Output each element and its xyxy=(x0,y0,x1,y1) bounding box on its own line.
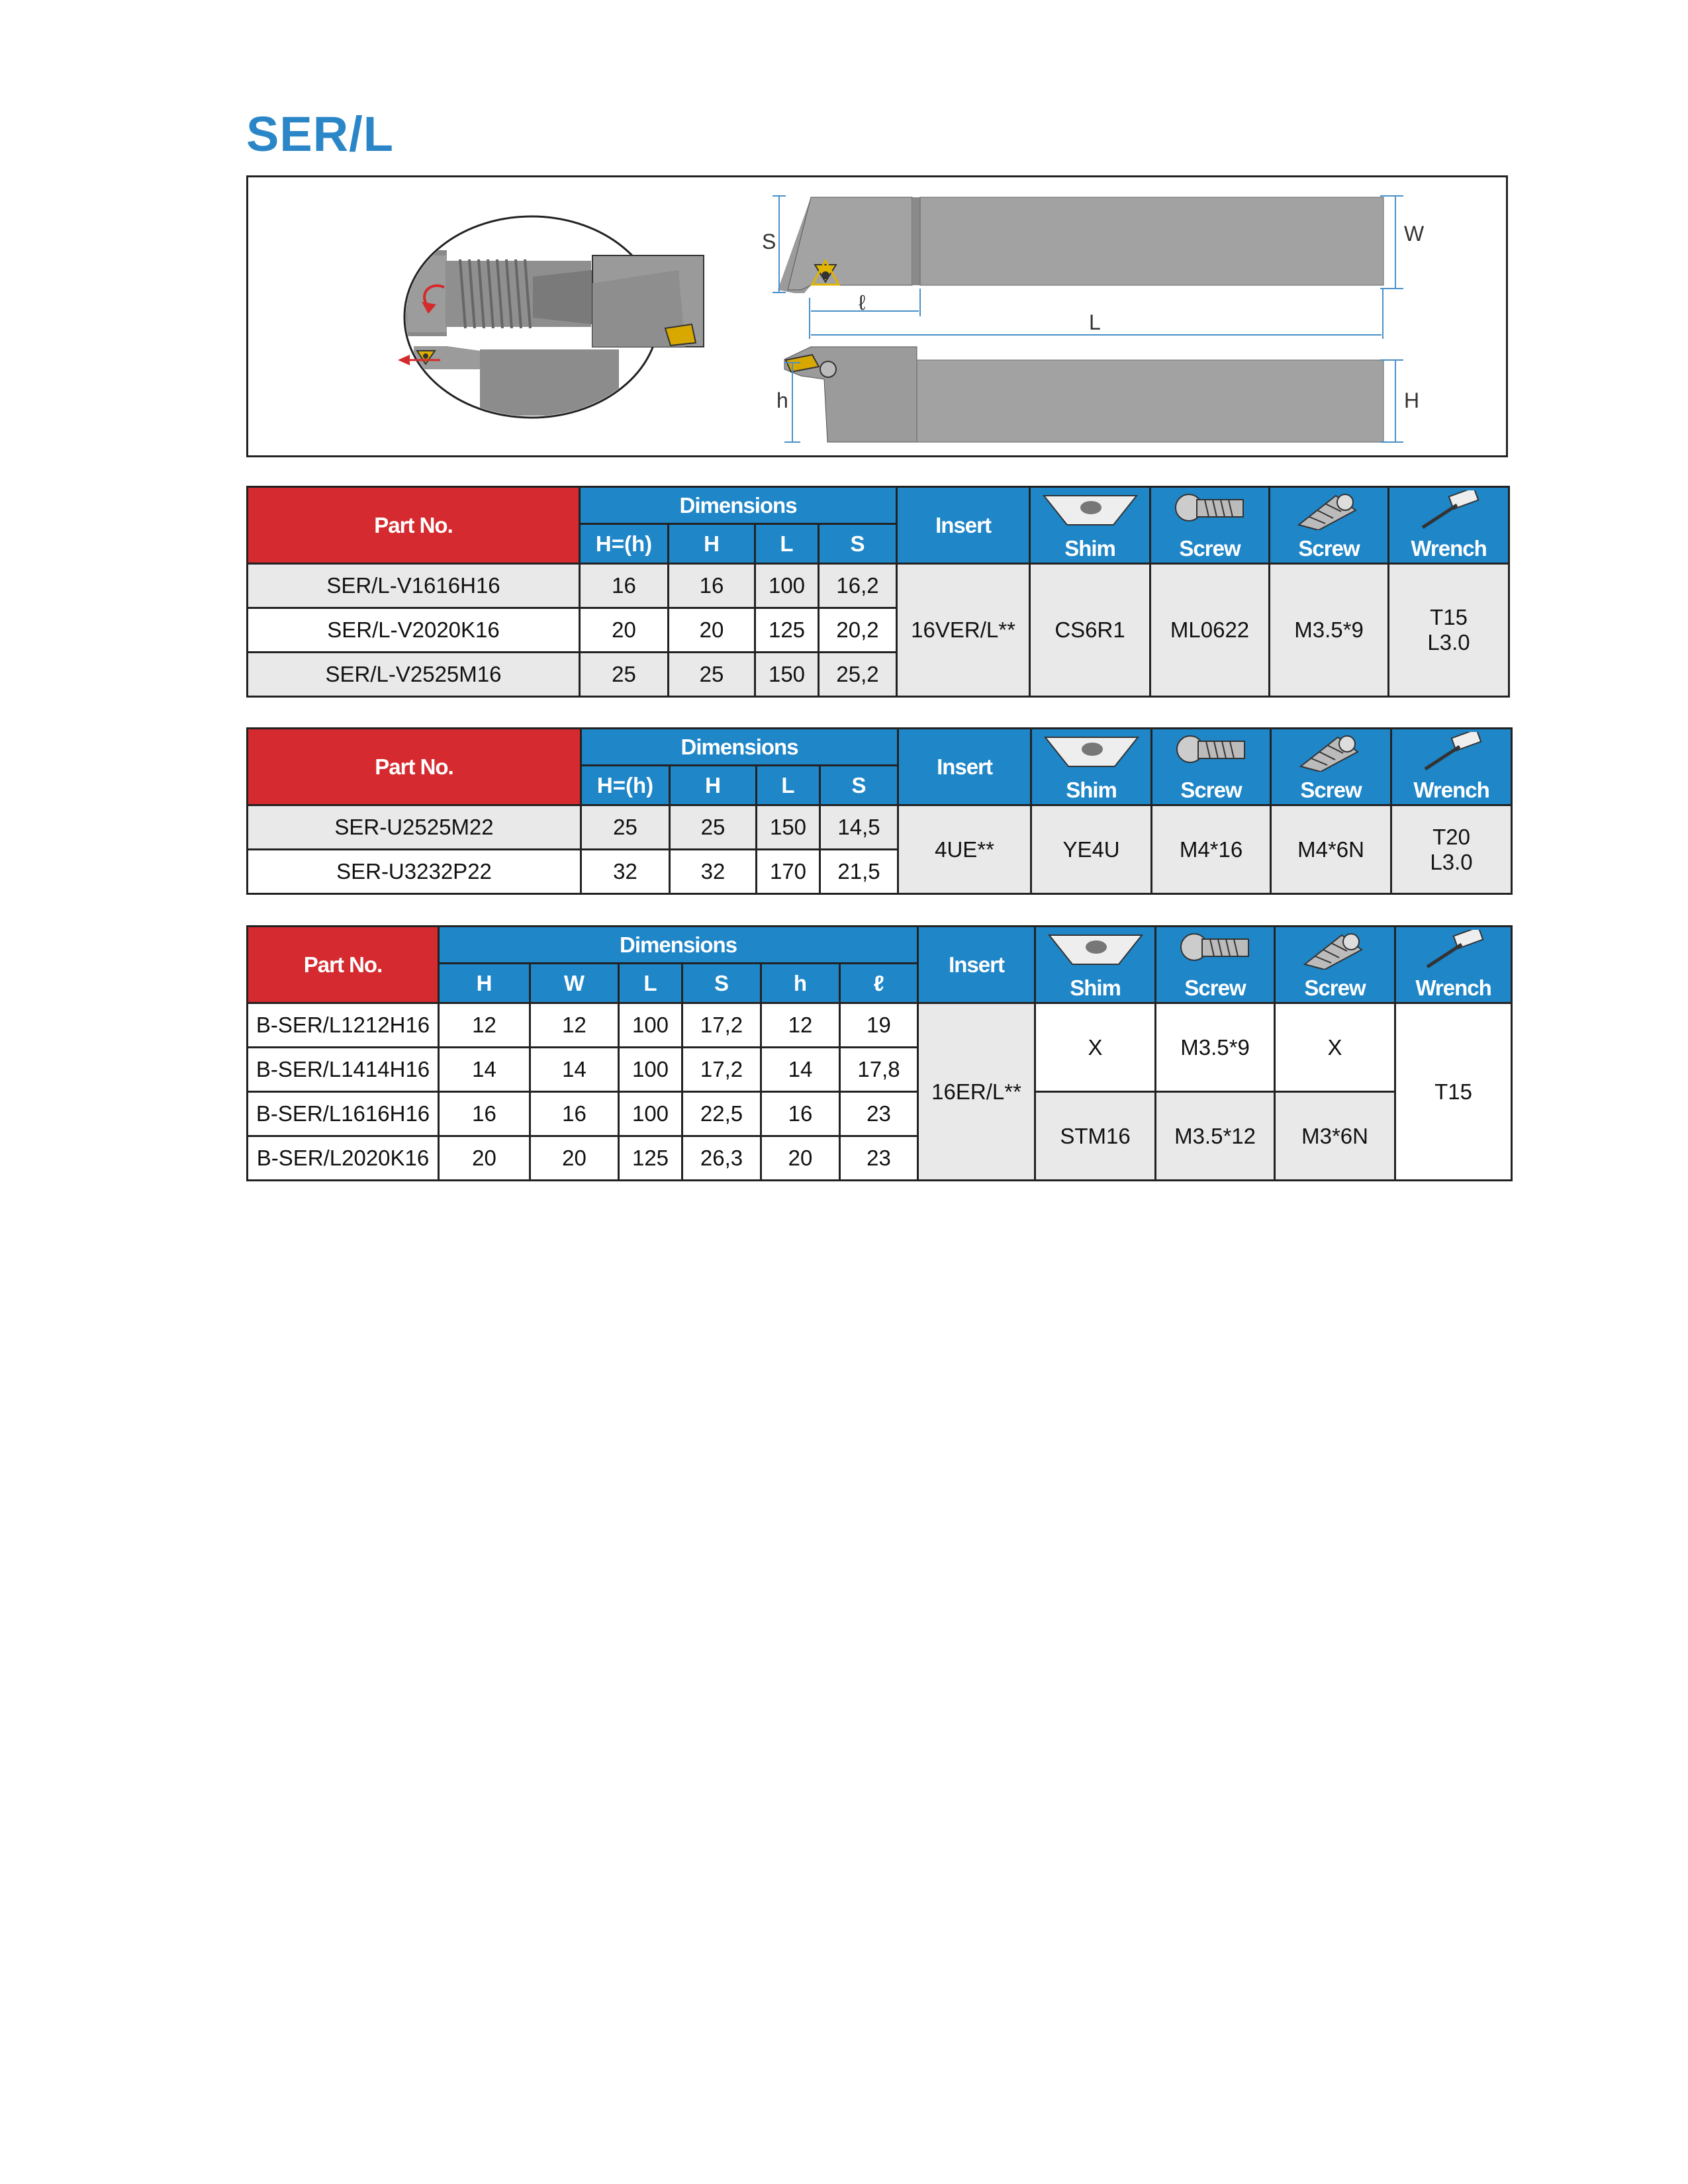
header-screw-1 xyxy=(1156,927,1275,1003)
cell: 170 xyxy=(757,850,820,894)
wrench-icon xyxy=(1409,490,1489,530)
dim-label-l-small: ℓ xyxy=(859,291,866,314)
column-header: W xyxy=(530,964,619,1003)
table-row xyxy=(248,1003,1512,1048)
header-dimensions: Dimensions xyxy=(580,487,897,524)
screw-1-label: Screw xyxy=(1179,536,1241,561)
column-header: S xyxy=(820,766,898,805)
part-number: B-SER/L1212H16 xyxy=(248,1003,439,1048)
wrench-line-2: L3.0 xyxy=(1427,630,1470,655)
cell: 20 xyxy=(439,1136,530,1181)
header-shim xyxy=(1031,729,1152,805)
screw-icon xyxy=(1172,732,1251,772)
holder-top-view xyxy=(778,197,1383,293)
shim-label: Shim xyxy=(1064,536,1115,561)
column-header: L xyxy=(755,524,819,564)
header-shim xyxy=(1035,927,1156,1003)
screw-2-cell-b: M3*6N xyxy=(1275,1092,1395,1181)
wrench-cell: T15 xyxy=(1395,1003,1512,1181)
wrench-cell xyxy=(1389,564,1509,697)
shim-cell-a: X xyxy=(1035,1003,1156,1092)
column-header: ℓ xyxy=(840,964,918,1003)
tool-diagram xyxy=(246,175,1508,457)
part-number: SER/L-V2020K16 xyxy=(248,608,580,653)
screw-1-cell-b: M3.5*12 xyxy=(1156,1092,1275,1181)
shim-cell-b: STM16 xyxy=(1035,1092,1156,1181)
cell: 12 xyxy=(530,1003,619,1048)
header-screw-2 xyxy=(1275,927,1395,1003)
insert-cell: 4UE** xyxy=(898,805,1031,894)
header-dimensions: Dimensions xyxy=(581,729,898,766)
cell: 25 xyxy=(670,805,757,850)
header-part-no: Part No. xyxy=(248,487,580,564)
shim-label: Shim xyxy=(1070,976,1121,1000)
wrench-icon xyxy=(1414,930,1493,970)
wrench-line-1: T15 xyxy=(1430,605,1468,629)
column-header: H xyxy=(670,766,757,805)
cell: 21,5 xyxy=(820,850,898,894)
cell: 16 xyxy=(761,1092,840,1136)
cell: 100 xyxy=(619,1048,682,1092)
cell: 25,2 xyxy=(819,653,897,697)
wrench-line-1: T20 xyxy=(1432,824,1470,849)
column-header: L xyxy=(619,964,682,1003)
dim-label-w: W xyxy=(1404,222,1425,246)
cell: 100 xyxy=(755,564,819,608)
header-screw-2 xyxy=(1270,487,1389,564)
cell: 17,2 xyxy=(682,1048,761,1092)
cell: 20 xyxy=(530,1136,619,1181)
column-header: L xyxy=(757,766,820,805)
screw-icon xyxy=(1289,490,1369,530)
part-number: B-SER/L2020K16 xyxy=(248,1136,439,1181)
cell: 16,2 xyxy=(819,564,897,608)
cell: 25 xyxy=(581,805,670,850)
header-shim xyxy=(1030,487,1150,564)
cell: 16 xyxy=(439,1092,530,1136)
cell: 26,3 xyxy=(682,1136,761,1181)
end-view-illustration xyxy=(592,255,704,347)
cell: 12 xyxy=(439,1003,530,1048)
cell: 12 xyxy=(761,1003,840,1048)
wrench-label: Wrench xyxy=(1415,976,1491,1000)
header-screw-1 xyxy=(1152,729,1271,805)
screw-2-cell: M3.5*9 xyxy=(1270,564,1389,697)
cell: 16 xyxy=(580,564,669,608)
wrench-cell xyxy=(1391,805,1512,894)
page-title: SER/L xyxy=(246,107,394,161)
wrench-icon xyxy=(1412,732,1491,772)
cell: 20 xyxy=(580,608,669,653)
cell: 19 xyxy=(840,1003,918,1048)
insert-cell: 16ER/L** xyxy=(918,1003,1035,1181)
spec-table-3 xyxy=(246,925,1513,1181)
screw-icon xyxy=(1176,930,1255,970)
column-header: h xyxy=(761,964,840,1003)
cell: 17,2 xyxy=(682,1003,761,1048)
cell: 23 xyxy=(840,1092,918,1136)
dim-label-h-small: h xyxy=(776,388,788,412)
shim-cell: YE4U xyxy=(1031,805,1152,894)
part-number: SER/L-V1616H16 xyxy=(248,564,580,608)
cell: 125 xyxy=(755,608,819,653)
cell: 100 xyxy=(619,1003,682,1048)
shim-label: Shim xyxy=(1066,778,1117,802)
insert-cell: 16VER/L** xyxy=(897,564,1030,697)
cell: 150 xyxy=(757,805,820,850)
wrench-label: Wrench xyxy=(1411,536,1487,561)
spec-table-1 xyxy=(246,486,1510,698)
cell: 25 xyxy=(669,653,755,697)
wrench-label: Wrench xyxy=(1413,778,1489,802)
screw-1-label: Screw xyxy=(1184,976,1246,1000)
holder-side-view xyxy=(784,347,1383,442)
part-number: B-SER/L1616H16 xyxy=(248,1092,439,1136)
header-wrench xyxy=(1389,487,1509,564)
tool-drawing xyxy=(248,177,1510,459)
screw-2-cell-a: X xyxy=(1275,1003,1395,1092)
screw-2-label: Screw xyxy=(1298,536,1360,561)
column-header: H xyxy=(439,964,530,1003)
cell: 32 xyxy=(581,850,670,894)
cell: 14 xyxy=(761,1048,840,1092)
part-number: SER-U3232P22 xyxy=(248,850,581,894)
part-number: B-SER/L1414H16 xyxy=(248,1048,439,1092)
screw-icon xyxy=(1170,490,1250,530)
header-insert: Insert xyxy=(898,729,1031,805)
screw-1-label: Screw xyxy=(1180,778,1242,802)
column-header: H=(h) xyxy=(580,524,669,564)
table-row xyxy=(248,805,1512,850)
header-dimensions: Dimensions xyxy=(439,927,918,964)
header-wrench xyxy=(1391,729,1512,805)
cell: 14 xyxy=(439,1048,530,1092)
column-header: H xyxy=(669,524,755,564)
cell: 20 xyxy=(761,1136,840,1181)
shim-icon xyxy=(1041,490,1140,530)
shim-icon xyxy=(1042,732,1141,772)
cell: 22,5 xyxy=(682,1092,761,1136)
part-number: SER-U2525M22 xyxy=(248,805,581,850)
header-insert: Insert xyxy=(897,487,1030,564)
header-wrench xyxy=(1395,927,1512,1003)
screw-1-cell: M4*16 xyxy=(1152,805,1271,894)
shim-icon xyxy=(1046,930,1145,970)
cell: 20,2 xyxy=(819,608,897,653)
screw-icon xyxy=(1295,930,1375,970)
column-header: S xyxy=(819,524,897,564)
dim-label-l: L xyxy=(1089,310,1101,334)
column-header: S xyxy=(682,964,761,1003)
header-part-no: Part No. xyxy=(248,729,581,805)
table-row xyxy=(248,1092,1512,1136)
cell: 25 xyxy=(580,653,669,697)
header-insert: Insert xyxy=(918,927,1035,1003)
screw-1-cell-a: M3.5*9 xyxy=(1156,1003,1275,1092)
screw-2-label: Screw xyxy=(1300,778,1362,802)
dim-label-s: S xyxy=(762,230,776,253)
table-row xyxy=(248,564,1509,608)
cell: 150 xyxy=(755,653,819,697)
cell: 125 xyxy=(619,1136,682,1181)
screw-1-cell: ML0622 xyxy=(1150,564,1270,697)
dim-label-h: H xyxy=(1404,388,1420,412)
cell: 16 xyxy=(530,1092,619,1136)
cell: 16 xyxy=(669,564,755,608)
cell: 14 xyxy=(530,1048,619,1092)
screw-icon xyxy=(1291,732,1371,772)
part-number: SER/L-V2525M16 xyxy=(248,653,580,697)
header-part-no: Part No. xyxy=(248,927,439,1003)
cell: 100 xyxy=(619,1092,682,1136)
column-header: H=(h) xyxy=(581,766,670,805)
shim-cell: CS6R1 xyxy=(1030,564,1150,697)
screw-2-label: Screw xyxy=(1304,976,1366,1000)
cell: 20 xyxy=(669,608,755,653)
cell: 17,8 xyxy=(840,1048,918,1092)
spec-table-2 xyxy=(246,727,1513,895)
cell: 14,5 xyxy=(820,805,898,850)
cell: 23 xyxy=(840,1136,918,1181)
header-screw-1 xyxy=(1150,487,1270,564)
header-screw-2 xyxy=(1271,729,1391,805)
wrench-line-2: L3.0 xyxy=(1430,849,1473,874)
cell: 32 xyxy=(670,850,757,894)
screw-2-cell: M4*6N xyxy=(1271,805,1391,894)
